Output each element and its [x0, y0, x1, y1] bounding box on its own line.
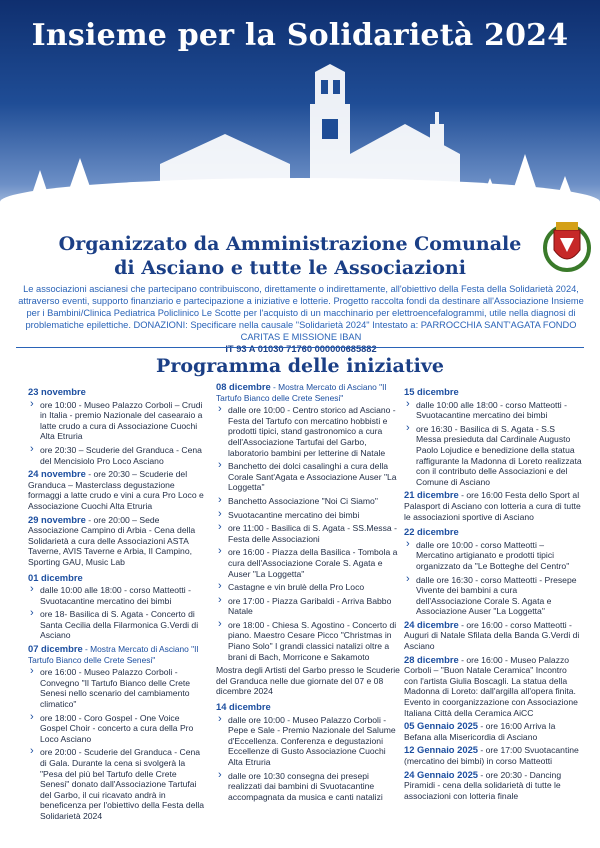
event-item: › ore 20:30 – Scuderie del Granduca - Cena del Mencisiolo Pro Loco Asciano	[28, 445, 206, 466]
date-heading: 29 novembre	[28, 513, 86, 525]
event-item: › dalle ore 10:30 consegna dei presepi realizzati dai bambini di Svuotacantine accompagnata da musica e canti natalizi	[216, 771, 400, 803]
event-text: - ore 17:00 Svuotacantine (mercatino dei bimbi) in corso Matteotti	[404, 745, 579, 766]
event-item: › ore 18:00 - Chiesa S. Agostino - Concerto di piano. Maestro Cesare Picco "Christmas in Piano Solo" I grandi classici natalizi oltre a brani di Bach, Morricone e Sakamoto	[216, 620, 400, 662]
date-heading: 21 dicembre	[404, 489, 459, 501]
event-item: › ore 18:00 - Coro Gospel - One Voice Gospel Choir - concerto a cura della Pro Loco Asciano	[28, 713, 206, 745]
date-heading: 24 dicembre	[404, 618, 459, 630]
event-item: › ore 10:00 - Museo Palazzo Corboli – Crudi in Italia - premio Nazionale del casearaio a latte crudo a cura di Associazione Cuochi Alta Etruria	[28, 400, 206, 442]
event-list	[216, 405, 400, 662]
event-item: › ore 20:00 - Scuderie del Granduca - Cena di Gala. Durante la cena si svolgerà la "Pesa del più bel Tartufo delle Crete Senesi" donato dall'Associazione Tartufai del Garbo, il cui ricavato andrà in beneficenza per l'obiettivo della Festa della Solidarietà 2024	[28, 747, 206, 821]
event-paragraph	[404, 655, 582, 719]
event-subtitle: - Mostra Mercato di Asciano "Il Tartufo Bianco delle Crete Senesi"	[28, 644, 199, 665]
event-list	[28, 667, 206, 821]
event-text: - ore 20:30 – Scuderie del Granduca – Masterclass degustazione formaggi a latte crudo e vini a cura Pro Loco e Associazione Cuochi Alta Etruria	[28, 469, 204, 511]
date-heading: 07 dicembre	[28, 643, 83, 655]
date-heading: 14 dicembre	[216, 701, 271, 713]
intro-text: Le associazioni ascianesi che partecipano contribuiscono, direttamente o indirettamente, all'obiettivo della Festa della Solidarietà 2024, attraverso eventi, supporto finanziario e partecipazione a iniziative e lotterie. Progetto raccolta fondi da destinare all'Associazione Insieme per i Bambini/Clinica Pediatrica Policlinico Le Scotte per l'acquisto di un macchinario per elettroencefalogrammi, utile nella diagnosi di problematiche epilettiche.	[18, 284, 584, 330]
organizer-line-2: di Asciano e tutte le Associazioni	[114, 257, 466, 279]
date-heading-block	[216, 382, 400, 403]
event-item: › ore 18- Basilica di S. Agata - Concerto di Santa Cecilia della Filarmonica G.Verdi di Asciano	[28, 609, 206, 641]
intro-paragraph	[18, 283, 584, 355]
page-title: Insieme per la Solidarietà 2024	[31, 18, 569, 53]
organizer-line-1: Organizzato da Amministrazione Comunale	[58, 233, 522, 255]
event-item: › dalle ore 10:00 - Centro storico ad Asciano - Festa del Tartufo con mercatino hobbisti e prodotti tipici, stand gastronomico a cura dell'Associazione Tartufai del Garbo, laboratorio bambini per letterine di Natale	[216, 405, 400, 458]
event-item: › ore 17:00 - Piazza Garibaldi - Arriva Babbo Natale	[216, 596, 400, 617]
event-paragraph	[28, 469, 206, 511]
event-paragraph	[28, 515, 206, 568]
event-item: › Castagne e vin brulè della Pro Loco	[216, 582, 400, 593]
event-list	[404, 540, 582, 617]
date-heading: 01 dicembre	[28, 571, 83, 583]
event-text: - ore 16:00 - Museo Palazzo Corboli – "Buon Natale Ceramica" Incontro con l'artista Giulia Boscagli. La statua della Madonna di Loreto: dall'argilla all'opera finita. Evento in coorganizzazione con Associazione Italiana Città della Ceramica AiCC	[404, 654, 578, 718]
event-item: › ore 11:00 - Basilica di S. Agata - SS.Messa - Festa delle Associazioni	[216, 523, 400, 544]
event-text: - ore 16:00 - corso Matteotti - Auguri di Natale Sfilata della Banda G.Verdi di Asciano	[404, 619, 580, 652]
date-heading: 12 Gennaio 2025	[404, 744, 478, 756]
event-text: - ore 20:30 - Dancing Piramidi - cena della solidarietà di tutte le associazioni con lotteria finale	[404, 769, 562, 801]
event-list	[404, 400, 582, 488]
event-item: › dalle ore 10:00 - corso Matteotti – Mercatino artigianato e prodotti tipici organizzato da "Le Botteghe del Centro"	[404, 540, 582, 572]
event-item: › dalle ore 10:00 - Museo Palazzo Corboli - Pepe e Sale - Premio Nazionale del Salume d'Eccellenza. Conferenza e degustazioni Eccellenze di Gusto Associazione Cuochi Alta Etruria	[216, 715, 400, 768]
event-item: › Banchetto Associazione "Noi Ci Siamo"	[216, 496, 400, 507]
event-item: › Svuotacantine mercatino dei bimbi	[216, 510, 400, 521]
program-title: Programma delle iniziative	[156, 355, 444, 377]
event-subtitle: - Mostra Mercato di Asciano "Il Tartufo Bianco delle Crete Senesi"	[216, 382, 387, 403]
divider	[16, 347, 584, 348]
date-heading: 05 Gennaio 2025	[404, 720, 478, 732]
event-item: › Banchetto dei dolci casalinghi a cura della Corale Sant'Agata e Associazione Auser "La Loggetta"	[216, 461, 400, 493]
snow-ground	[0, 178, 600, 230]
event-item: › dalle ore 16:30 - corso Matteotti - Presepe Vivente dei bambini a cura dell'Associazione Corale S. Agata e Associazione Auser "La Loggetta"	[404, 575, 582, 617]
event-item: › dalle 10:00 alle 18:00 - corso Matteotti - Svuotacantine mercatino dei bimbi	[28, 585, 206, 606]
event-item: › ore 16:00 - Museo Palazzo Corboli - Convegno "Il Tartufo Bianco delle Crete Senesi nello scenario del cambiamento climatico"	[28, 667, 206, 709]
date-heading: 23 novembre	[28, 386, 86, 397]
program-column-1	[28, 382, 206, 825]
program-column-3	[404, 382, 582, 804]
event-text: - ore 20:00 – Sede Associazione Campino di Arbia - Cena della Solidarietà a cura delle Associazioni ASTA Taverne, AVIS Taverne e Arbia, Il Campino, Sporting GAU, Music Lab	[28, 514, 196, 567]
date-heading-block	[28, 644, 206, 665]
header-banner	[0, 0, 600, 230]
program-column-2	[216, 382, 400, 805]
event-list	[28, 400, 206, 467]
organizer-heading	[30, 232, 550, 280]
iban-code: IT 93 A 01030 71760 000000685882	[225, 344, 377, 354]
event-item: › dalle 10:00 alle 18:00 - corso Matteotti - Svuotacantine mercatino dei bimbi	[404, 400, 582, 421]
donations-text: DONAZIONI: Specificare nella causale "Solidarietà 2024" Intestato a: PARROCCHIA SANT'AGATA FONDO CARITAS E MISSIONE IBAN	[133, 320, 577, 342]
event-paragraph	[404, 745, 582, 766]
date-heading: 08 dicembre	[216, 381, 271, 392]
event-paragraph	[404, 770, 582, 802]
date-heading: 28 dicembre	[404, 653, 459, 665]
date-heading: 15 dicembre	[404, 386, 459, 397]
event-paragraph	[404, 620, 582, 652]
date-heading: 24 Gennaio 2025	[404, 768, 478, 780]
event-list	[28, 585, 206, 641]
event-text: - ore 16:00 Arriva la Befana alla Misericordia di Asciano	[404, 721, 556, 742]
event-item: › ore 16:30 - Basilica di S. Agata - S.S Messa presieduta dal Cardinale Augusto Paolo Lojudice e benedizione della statua raffigurante la Madonna di Loreto realizzata con il contributo delle Associazioni e del Comune di Asciano	[404, 424, 582, 488]
event-paragraph	[404, 490, 582, 522]
date-heading: 22 dicembre	[404, 526, 459, 538]
event-list	[216, 715, 400, 803]
event-note: Mostra degli Artisti del Garbo presso le Scuderie del Granduca nelle due giornate del 07 e 08 dicembre 2024	[216, 665, 400, 697]
event-text: - ore 16:00 Festa dello Sport al Palasport di Asciano con lotteria a cura di tutte le associazioni sportive di Asciano	[404, 490, 581, 522]
date-heading: 24 novembre	[28, 468, 86, 480]
event-item: › ore 16:00 - Piazza della Basilica - Tombola a cura dell'Associazione Corale S. Agata e Auser "La Loggetta"	[216, 547, 400, 579]
event-paragraph	[404, 721, 582, 742]
